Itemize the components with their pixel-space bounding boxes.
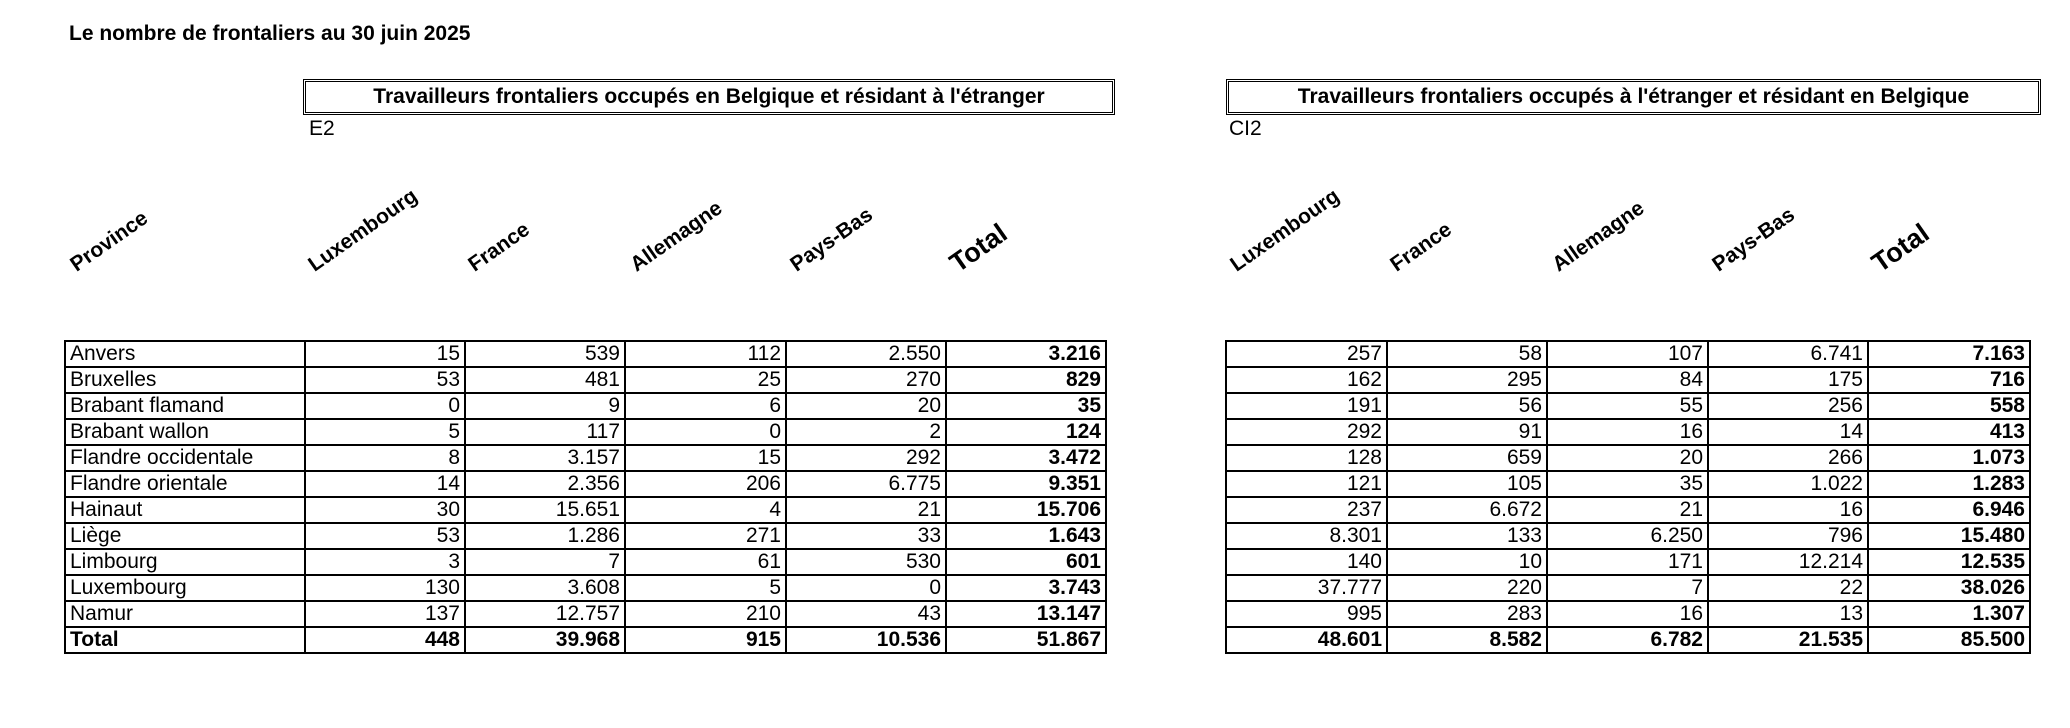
total-cell: 124	[946, 419, 1106, 445]
value-cell: 0	[305, 393, 465, 419]
province-cell: Brabant wallon	[65, 419, 305, 445]
total-value-cell: 8.582	[1387, 627, 1547, 653]
left-col-header-luxembourg: Luxembourg	[304, 184, 422, 277]
total-value-cell: 21.535	[1708, 627, 1868, 653]
value-cell: 1.022	[1708, 471, 1868, 497]
left-col-header-allemagne: Allemagne	[626, 196, 727, 277]
total-value-cell: 51.867	[946, 627, 1106, 653]
right-col-header-luxembourg: Luxembourg	[1226, 184, 1344, 277]
table-row	[1226, 341, 2030, 367]
value-cell: 105	[1387, 471, 1547, 497]
value-cell: 22	[1708, 575, 1868, 601]
value-cell: 292	[786, 445, 946, 471]
total-cell: 13.147	[946, 601, 1106, 627]
province-cell: Flandre orientale	[65, 471, 305, 497]
left-col-header-paysbas: Pays-Bas	[786, 203, 877, 277]
value-cell: 171	[1547, 549, 1708, 575]
value-cell: 995	[1226, 601, 1387, 627]
value-cell: 128	[1226, 445, 1387, 471]
table-row	[1226, 549, 2030, 575]
value-cell: 162	[1226, 367, 1387, 393]
total-cell: 716	[1868, 367, 2030, 393]
value-cell: 12.757	[465, 601, 625, 627]
value-cell: 15	[305, 341, 465, 367]
value-cell: 2	[786, 419, 946, 445]
value-cell: 56	[1387, 393, 1547, 419]
value-cell: 21	[1547, 497, 1708, 523]
value-cell: 6.775	[786, 471, 946, 497]
value-cell: 61	[625, 549, 786, 575]
total-cell: 35	[946, 393, 1106, 419]
value-cell: 20	[1547, 445, 1708, 471]
table-row	[65, 471, 1106, 497]
total-value-cell: 448	[305, 627, 465, 653]
table-row	[65, 445, 1106, 471]
table-row	[65, 523, 1106, 549]
value-cell: 6.672	[1387, 497, 1547, 523]
table-row	[1226, 445, 2030, 471]
value-cell: 53	[305, 523, 465, 549]
table-row	[65, 575, 1106, 601]
value-cell: 206	[625, 471, 786, 497]
value-cell: 5	[625, 575, 786, 601]
total-value-cell: 39.968	[465, 627, 625, 653]
value-cell: 0	[786, 575, 946, 601]
right-col-header-paysbas: Pays-Bas	[1708, 203, 1799, 277]
value-cell: 117	[465, 419, 625, 445]
total-cell: 601	[946, 549, 1106, 575]
value-cell: 175	[1708, 367, 1868, 393]
total-value-cell: 48.601	[1226, 627, 1387, 653]
left-form-code: E2	[309, 117, 335, 140]
value-cell: 266	[1708, 445, 1868, 471]
table-row	[65, 393, 1106, 419]
value-cell: 2.550	[786, 341, 946, 367]
province-cell: Liège	[65, 523, 305, 549]
total-cell: 1.283	[1868, 471, 2030, 497]
page-title: Le nombre de frontaliers au 30 juin 2025	[69, 22, 471, 45]
total-cell: 3.743	[946, 575, 1106, 601]
value-cell: 55	[1547, 393, 1708, 419]
totals-label: Total	[65, 627, 305, 653]
value-cell: 3	[305, 549, 465, 575]
value-cell: 191	[1226, 393, 1387, 419]
province-cell: Bruxelles	[65, 367, 305, 393]
value-cell: 15.651	[465, 497, 625, 523]
value-cell: 0	[625, 419, 786, 445]
total-cell: 558	[1868, 393, 2030, 419]
total-cell: 1.073	[1868, 445, 2030, 471]
table-row	[65, 497, 1106, 523]
value-cell: 295	[1387, 367, 1547, 393]
value-cell: 237	[1226, 497, 1387, 523]
value-cell: 37.777	[1226, 575, 1387, 601]
province-cell: Flandre occidentale	[65, 445, 305, 471]
value-cell: 7	[1547, 575, 1708, 601]
table-resident-in-belgium	[1225, 340, 2031, 654]
value-cell: 20	[786, 393, 946, 419]
value-cell: 210	[625, 601, 786, 627]
right-section-header: Travailleurs frontaliers occupés à l'étranger et résidant en Belgique	[1226, 79, 2041, 115]
province-cell: Luxembourg	[65, 575, 305, 601]
table-employed-in-belgium	[64, 340, 1107, 654]
total-cell: 413	[1868, 419, 2030, 445]
total-cell: 15.706	[946, 497, 1106, 523]
value-cell: 133	[1387, 523, 1547, 549]
table-row	[1226, 575, 2030, 601]
value-cell: 7	[465, 549, 625, 575]
col-header-province: Province	[66, 206, 153, 277]
table-row	[65, 367, 1106, 393]
totals-row	[1226, 627, 2030, 653]
value-cell: 14	[1708, 419, 1868, 445]
total-cell: 829	[946, 367, 1106, 393]
table-row	[1226, 523, 2030, 549]
value-cell: 4	[625, 497, 786, 523]
total-cell: 9.351	[946, 471, 1106, 497]
value-cell: 33	[786, 523, 946, 549]
value-cell: 43	[786, 601, 946, 627]
value-cell: 530	[786, 549, 946, 575]
province-cell: Anvers	[65, 341, 305, 367]
table-row	[65, 341, 1106, 367]
value-cell: 21	[786, 497, 946, 523]
total-value-cell: 85.500	[1868, 627, 2030, 653]
table-row	[1226, 601, 2030, 627]
left-col-header-total: Total	[944, 217, 1013, 279]
table-row	[1226, 497, 2030, 523]
value-cell: 112	[625, 341, 786, 367]
table-row	[1226, 367, 2030, 393]
value-cell: 220	[1387, 575, 1547, 601]
table-row	[1226, 393, 2030, 419]
value-cell: 6.250	[1547, 523, 1708, 549]
total-value-cell: 6.782	[1547, 627, 1708, 653]
value-cell: 16	[1708, 497, 1868, 523]
value-cell: 659	[1387, 445, 1547, 471]
value-cell: 140	[1226, 549, 1387, 575]
value-cell: 257	[1226, 341, 1387, 367]
value-cell: 16	[1547, 419, 1708, 445]
totals-row	[65, 627, 1106, 653]
total-value-cell: 10.536	[786, 627, 946, 653]
province-cell: Limbourg	[65, 549, 305, 575]
total-cell: 15.480	[1868, 523, 2030, 549]
total-cell: 12.535	[1868, 549, 2030, 575]
value-cell: 283	[1387, 601, 1547, 627]
value-cell: 8	[305, 445, 465, 471]
total-cell: 3.472	[946, 445, 1106, 471]
value-cell: 6.741	[1708, 341, 1868, 367]
value-cell: 84	[1547, 367, 1708, 393]
value-cell: 15	[625, 445, 786, 471]
right-col-header-allemagne: Allemagne	[1548, 196, 1649, 277]
total-value-cell: 915	[625, 627, 786, 653]
value-cell: 5	[305, 419, 465, 445]
value-cell: 25	[625, 367, 786, 393]
total-cell: 6.946	[1868, 497, 2030, 523]
value-cell: 137	[305, 601, 465, 627]
right-form-code: CI2	[1229, 117, 1262, 140]
value-cell: 271	[625, 523, 786, 549]
value-cell: 796	[1708, 523, 1868, 549]
value-cell: 9	[465, 393, 625, 419]
value-cell: 6	[625, 393, 786, 419]
value-cell: 130	[305, 575, 465, 601]
value-cell: 2.356	[465, 471, 625, 497]
province-cell: Hainaut	[65, 497, 305, 523]
left-section-header: Travailleurs frontaliers occupés en Belgique et résidant à l'étranger	[303, 79, 1115, 115]
value-cell: 16	[1547, 601, 1708, 627]
value-cell: 107	[1547, 341, 1708, 367]
value-cell: 292	[1226, 419, 1387, 445]
table-row	[1226, 471, 2030, 497]
value-cell: 3.157	[465, 445, 625, 471]
value-cell: 58	[1387, 341, 1547, 367]
value-cell: 539	[465, 341, 625, 367]
value-cell: 256	[1708, 393, 1868, 419]
table-row	[1226, 419, 2030, 445]
value-cell: 30	[305, 497, 465, 523]
value-cell: 91	[1387, 419, 1547, 445]
total-cell: 1.307	[1868, 601, 2030, 627]
table-row	[65, 601, 1106, 627]
total-cell: 3.216	[946, 341, 1106, 367]
value-cell: 12.214	[1708, 549, 1868, 575]
total-cell: 38.026	[1868, 575, 2030, 601]
value-cell: 481	[465, 367, 625, 393]
value-cell: 35	[1547, 471, 1708, 497]
value-cell: 1.286	[465, 523, 625, 549]
value-cell: 53	[305, 367, 465, 393]
value-cell: 121	[1226, 471, 1387, 497]
value-cell: 10	[1387, 549, 1547, 575]
table-row	[65, 549, 1106, 575]
total-cell: 7.163	[1868, 341, 2030, 367]
table-row	[65, 419, 1106, 445]
total-cell: 1.643	[946, 523, 1106, 549]
province-cell: Brabant flamand	[65, 393, 305, 419]
value-cell: 13	[1708, 601, 1868, 627]
value-cell: 3.608	[465, 575, 625, 601]
right-col-header-france: France	[1386, 217, 1456, 277]
value-cell: 14	[305, 471, 465, 497]
value-cell: 8.301	[1226, 523, 1387, 549]
value-cell: 270	[786, 367, 946, 393]
province-cell: Namur	[65, 601, 305, 627]
right-col-header-total: Total	[1866, 217, 1935, 279]
left-col-header-france: France	[464, 217, 534, 277]
